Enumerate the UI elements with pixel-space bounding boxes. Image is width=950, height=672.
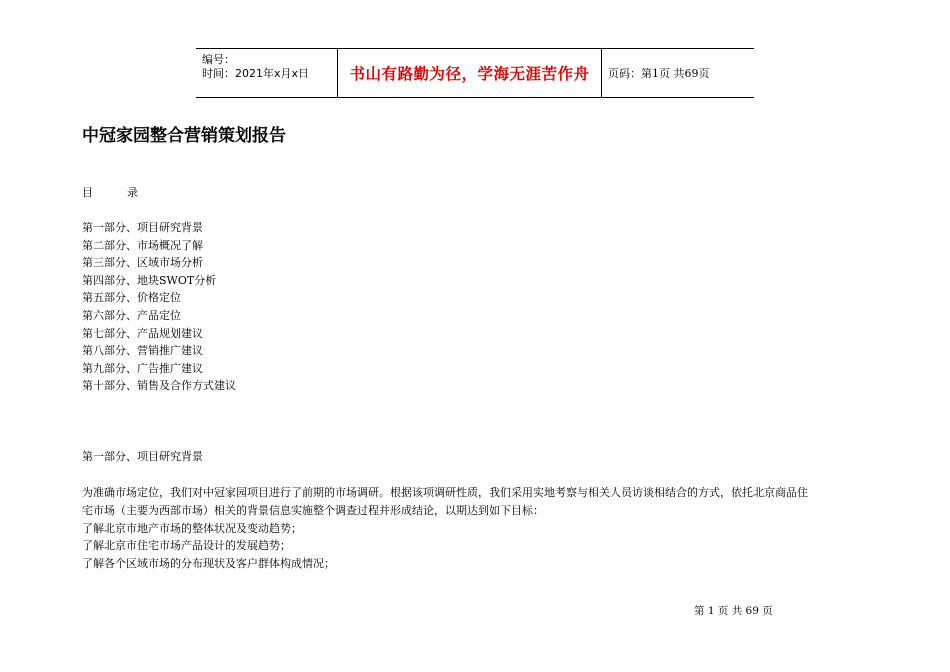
header-page-info: 页码：第1页 共69页 — [608, 67, 710, 80]
toc-item: 第九部分、广告推广建议 — [82, 361, 203, 375]
section-title: 第一部分、项目研究背景 — [82, 450, 203, 463]
paragraph-line: 了解各个区域市场的分布现状及客户群体构成情况； — [82, 557, 335, 571]
header-meta — [196, 49, 338, 97]
body-text — [82, 484, 882, 573]
header-motto: 书山有路勤为径，学海无涯苦作舟 — [338, 49, 602, 97]
toc-item: 第四部分、地块SWOT分析 — [82, 273, 217, 287]
table-of-contents — [82, 219, 236, 395]
paragraph-line: 为准确市场定位，我们对中冠家园项目进行了前期的市场调研。根据该项调研性质，我们采用实地考察与相关人员访谈相结合的方式，依托北京商品住 — [82, 486, 808, 499]
toc-item: 第二部分、市场概况了解 — [82, 238, 203, 252]
toc-item: 第八部分、营销推广建议 — [82, 344, 203, 358]
paragraph-line: 了解北京市地产市场的整体状况及变动趋势； — [82, 521, 302, 535]
document-header — [196, 48, 754, 98]
document-title: 中冠家园整合营销策划报告 — [82, 126, 286, 146]
toc-heading-char-2: 录 — [127, 186, 138, 199]
page-footer: 第 1 页 共 69 页 — [694, 605, 773, 617]
toc-item: 第三部分、区域市场分析 — [82, 256, 203, 270]
toc-item: 第十部分、销售及合作方式建议 — [82, 379, 236, 393]
time-label: 时间：2021年x月x日 — [202, 67, 310, 80]
number-label: 编号： — [202, 53, 235, 66]
toc-item: 第一部分、项目研究背景 — [82, 221, 203, 234]
paragraph-line: 宅市场（主要为西部市场）相关的背景信息实施整个调查过程并形成结论，以期达到如下目标： — [82, 503, 544, 517]
toc-item: 第六部分、产品定位 — [82, 308, 181, 322]
toc-heading — [82, 184, 138, 200]
toc-item: 第七部分、产品规划建议 — [82, 326, 203, 340]
toc-item: 第五部分、价格定位 — [82, 291, 181, 305]
paragraph-line: 了解北京市住宅市场产品设计的发展趋势； — [82, 539, 291, 553]
toc-heading-char-1: 目 — [82, 186, 93, 199]
